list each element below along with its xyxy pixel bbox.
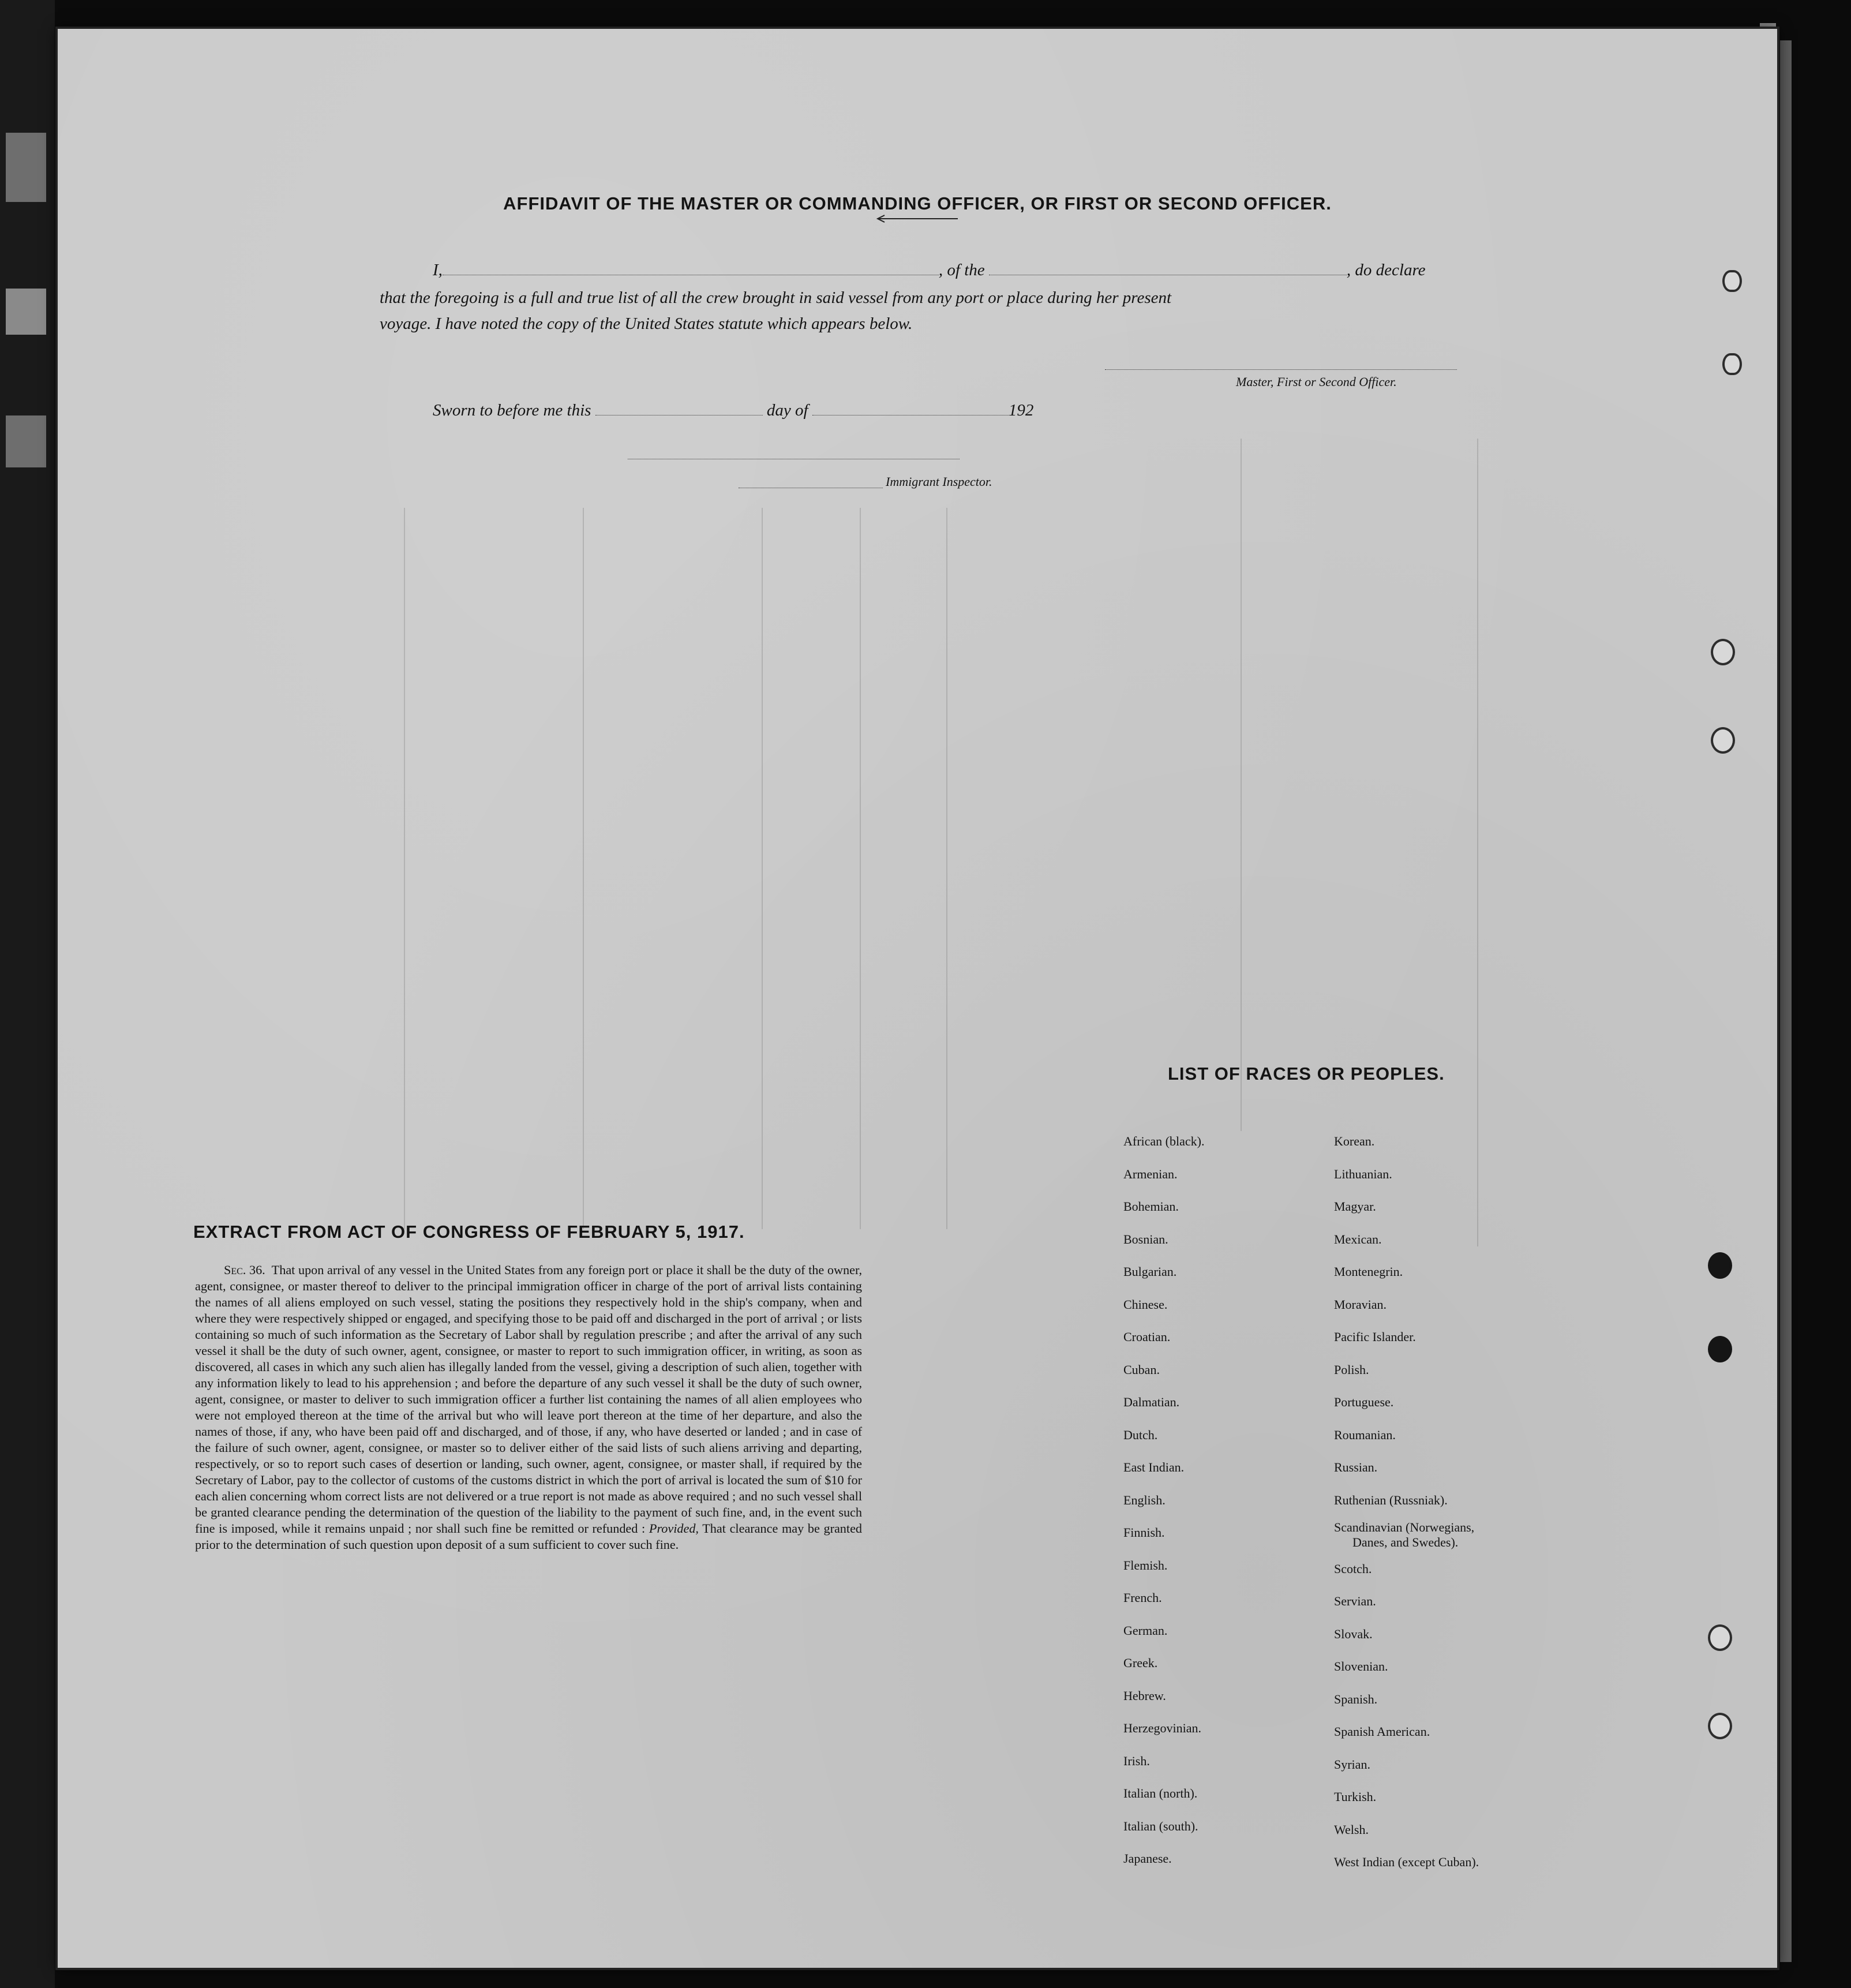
- affidavit-text-line: that the foregoing is a full and true list of all the crew brought in said vessel from any port or place during her present: [380, 289, 1172, 307]
- race-item-continuation: Danes, and Swedes).: [1352, 1535, 1459, 1549]
- master-name-blank: [443, 264, 939, 275]
- race-item: Montenegrin.: [1334, 1264, 1403, 1279]
- affidavit-declaration-line: [433, 261, 1426, 280]
- ghost-column-line: [583, 508, 584, 1229]
- race-item: Lithuanian.: [1334, 1166, 1392, 1181]
- race-item: Servian.: [1334, 1594, 1376, 1608]
- binder-hole-icon: [1722, 270, 1742, 292]
- manifest-page: [58, 29, 1777, 1968]
- scan-edge-fragment: [6, 415, 46, 467]
- race-item: Ruthenian (Russniak).: [1334, 1492, 1448, 1507]
- affidavit-do-declare: , do declare: [1346, 261, 1426, 279]
- ghost-column-line: [762, 508, 763, 1229]
- race-item: East Indian.: [1123, 1460, 1185, 1474]
- binder-hole-icon: [1722, 353, 1742, 375]
- races-column-1: [1123, 1125, 1204, 1875]
- master-signature-line: [1105, 369, 1457, 370]
- race-item: Slovenian.: [1334, 1659, 1388, 1673]
- arrow-left-icon: [874, 215, 961, 223]
- race-item-scandinavian: [1334, 1517, 1479, 1553]
- page-edge-shadow: [1780, 40, 1792, 1962]
- race-item: Bulgarian.: [1123, 1264, 1177, 1279]
- race-item: Polish.: [1334, 1362, 1369, 1377]
- race-item: Croatian.: [1123, 1330, 1171, 1344]
- sworn-year: 192: [1008, 401, 1034, 420]
- race-item: Herzegovinian.: [1123, 1721, 1201, 1735]
- race-item: Pacific Islander.: [1334, 1330, 1416, 1344]
- scan-edge-fragment: [6, 289, 46, 335]
- binder-hole-icon: [1708, 1252, 1732, 1279]
- section-label: Sec. 36.: [224, 1263, 265, 1277]
- affidavit-i: I,: [433, 261, 443, 279]
- vessel-name-blank: [989, 264, 1347, 275]
- race-item: African (black).: [1123, 1134, 1205, 1148]
- race-item: Irish.: [1123, 1753, 1150, 1768]
- race-item: Bosnian.: [1123, 1231, 1168, 1246]
- race-item: Moravian.: [1334, 1297, 1387, 1312]
- race-item: Welsh.: [1334, 1822, 1369, 1837]
- race-item: Finnish.: [1123, 1525, 1165, 1540]
- scan-left-margin: [0, 0, 55, 1988]
- race-item: Portuguese.: [1334, 1395, 1394, 1409]
- race-item: Korean.: [1334, 1134, 1375, 1148]
- race-item: Turkish.: [1334, 1789, 1377, 1804]
- race-item: Roumanian.: [1334, 1427, 1396, 1442]
- extract-text-part2: That clearance may be granted prior to the determination of such question upon deposit of a sum sufficient to cover such fine.: [195, 1521, 863, 1552]
- provided-word: Provided,: [649, 1521, 699, 1536]
- affidavit-text-line: voyage. I have noted the copy of the United States statute which appears below.: [380, 315, 913, 333]
- binder-hole-icon: [1708, 1713, 1732, 1739]
- race-item: Japanese.: [1123, 1851, 1172, 1866]
- ghost-column-line: [946, 508, 947, 1229]
- race-item: Slovak.: [1334, 1626, 1373, 1641]
- sworn-day-blank: [595, 405, 763, 415]
- binder-hole-icon: [1708, 1336, 1732, 1362]
- master-signature-caption: Master, First or Second Officer.: [1236, 375, 1397, 389]
- race-item: Russian.: [1334, 1460, 1378, 1474]
- extract-title: EXTRACT FROM ACT OF CONGRESS OF FEBRUARY 5, 1917.: [193, 1222, 745, 1242]
- race-item: Greek.: [1123, 1656, 1158, 1670]
- inspector-caption: Immigrant Inspector.: [886, 474, 992, 489]
- race-item: Magyar.: [1334, 1199, 1376, 1214]
- race-item: French.: [1123, 1590, 1162, 1605]
- race-item: German.: [1123, 1623, 1168, 1638]
- binder-hole-icon: [1708, 1624, 1732, 1651]
- affidavit-title: AFFIDAVIT OF THE MASTER OR COMMANDING OFFICER, OR FIRST OR SECOND OFFICER.: [503, 193, 1332, 214]
- ghost-column-line: [860, 508, 861, 1229]
- scan-edge-fragment: [6, 133, 46, 202]
- race-item: West Indian (except Cuban).: [1334, 1855, 1479, 1869]
- extract-text: [195, 1262, 862, 1553]
- race-item: Scandinavian (Norwegians,: [1334, 1520, 1475, 1534]
- race-item: Syrian.: [1334, 1757, 1370, 1772]
- race-item: Italian (north).: [1123, 1786, 1198, 1800]
- binder-hole-icon: [1711, 639, 1735, 665]
- race-item: Cuban.: [1123, 1362, 1160, 1377]
- races-column-2: [1334, 1125, 1479, 1879]
- sworn-day-of: day of: [766, 401, 808, 420]
- binder-hole-icon: [1711, 727, 1735, 754]
- race-item: Dutch.: [1123, 1427, 1158, 1442]
- extract-text-part1: That upon arrival of any vessel in the United States from any foreign port or place it shall be the duty of the owner, agent, consignee, or master thereof to deliver to the principal immigration officer in charge of the port of arrival lists containing the names of all aliens employed on such vessel, stating the positions they respectively hold in the ship's company, when and where they were respectively shipped or engaged, and specifying those to be paid off and discharged in the port of arrival ; or lists containing so much of such information as the Secretary of Labor shall by regulation prescribe ; and after the arrival of any such vessel it shall be the duty of such owner, agent, consignee, or master to report to such immigration officer, in writing, as soon as discovered, all cases in which any such alien has illegally landed from the vessel, giving a description of such alien, together with any information likely to lead to his apprehension ; and before the departure of any such vessel it shall be the duty of such owner, agent, consignee, or master to deliver to such immigration officer a further list containing the names of all alien employees who were not employed thereon at the time of the arrival but who will leave port thereon at the time of her departure, and also the names of those, if any, who have been paid off and discharged, and of those, if any, who have deserted or landed ; and in case of the failure of such owner, agent, consignee, or master so to deliver either of the said lists of such aliens arriving and departing, respectively, or so to report such cases of desertion or landing, such owner, agent, consignee, or master shall, if required by the Secretary of Labor, pay to the collector of customs of the customs district in which the port of arrival is located the sum of $10 for each alien concerning whom correct lists are not delivered or a true report is not made as above required ; and no such vessel shall be granted clearance pending the determination of the question of the liability to the payment of such fine, and, in the event such fine is imposed, while it remains unpaid ; nor shall such fine be remitted or refunded :: [195, 1263, 862, 1536]
- ghost-column-line: [1241, 439, 1242, 1131]
- race-item: Dalmatian.: [1123, 1395, 1180, 1409]
- race-item: Spanish.: [1334, 1691, 1378, 1706]
- ghost-column-line: [404, 508, 405, 1229]
- race-item: Chinese.: [1123, 1297, 1168, 1312]
- sworn-line: [433, 401, 1033, 420]
- race-item: Mexican.: [1334, 1231, 1382, 1246]
- race-item: Armenian.: [1123, 1166, 1178, 1181]
- sworn-month-blank: [812, 405, 1009, 415]
- race-item: Flemish.: [1123, 1558, 1168, 1573]
- races-title: LIST OF RACES OR PEOPLES.: [1168, 1064, 1445, 1084]
- race-item: English.: [1123, 1492, 1166, 1507]
- race-item: Spanish American.: [1334, 1724, 1430, 1739]
- sworn-text: Sworn to before me this: [433, 401, 591, 420]
- race-item: Bohemian.: [1123, 1199, 1179, 1214]
- affidavit-of-the: , of the: [938, 261, 985, 279]
- race-item: Hebrew.: [1123, 1688, 1166, 1703]
- race-item: Italian (south).: [1123, 1818, 1198, 1833]
- race-item: Scotch.: [1334, 1561, 1372, 1576]
